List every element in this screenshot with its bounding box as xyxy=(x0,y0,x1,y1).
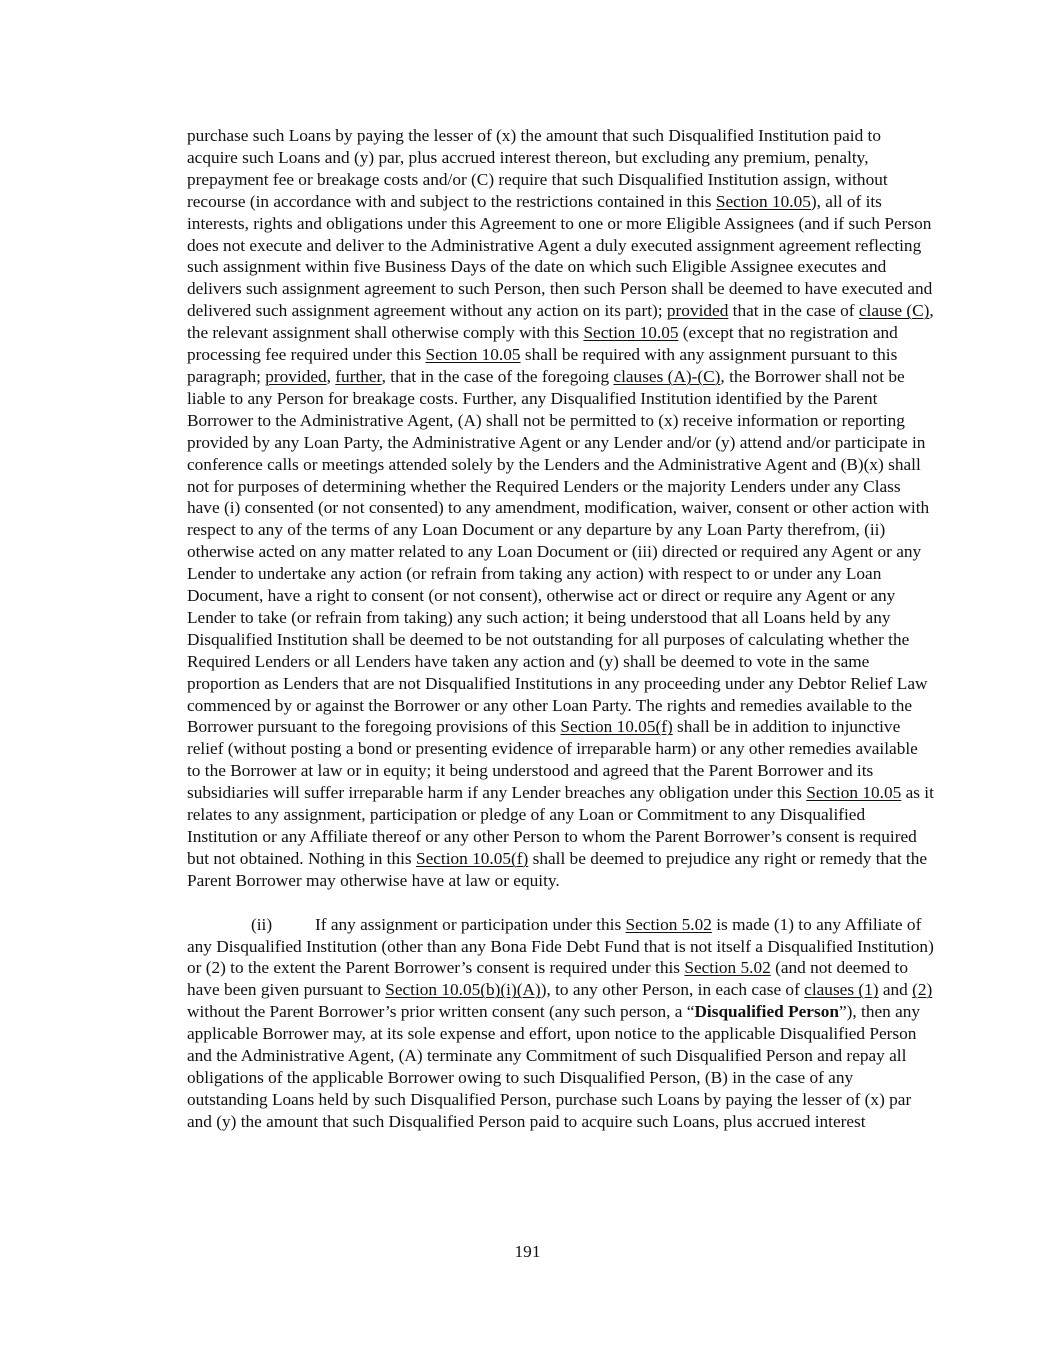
cross-reference: Section 10.05 xyxy=(806,783,902,803)
text-run: as it relates to any assignment, participation or pledge of any Loan or Commitment to any Disqualified Institution or any Affiliate thereof or any other Person to whom the Parent Borrower’s consent is required but not obtained. Nothing in this xyxy=(187,783,934,868)
cross-reference: Section 10.05 xyxy=(583,323,679,343)
cross-reference: clauses (A)-(C) xyxy=(613,366,721,386)
text-run: , the relevant assignment shall otherwise comply with this xyxy=(187,301,934,343)
defined-term: Disqualified Person xyxy=(694,1002,839,1022)
text-run: shall be deemed to prejudice any right or remedy that the Parent Borrower may otherwise have at law or equity. xyxy=(187,848,928,890)
item-body xyxy=(187,915,934,1131)
text-run: , the Borrower shall not be liable to any Person for breakage costs. Further, any Disqualified Institution identified by the Parent Borrower to the Administrative Agent, (A) shall not be permitted to (x) receive information or reporting provided by any Loan Party, the Administrative Agent or any Lender and/or (y) attend and/or participate in conference calls or meetings attended solely by the Lenders and the Administrative Agent and (B)(x) shall not for purposes of determining whether the Required Lenders or the majority Lenders under any Class have (i) consented (or not consented) to any amendment, modification, waiver, consent or other action with respect to any of the terms of any Loan Document or any departure by any Loan Party therefrom, (ii) otherwise acted on any matter related to any Loan Document or (iii) directed or required any Agent or any Lender to undertake any action (or refrain from taking any action) with respect to or under any Loan Document, have a right to consent (or not consent), otherwise act or direct or require any Agent or any Lender to take (or refrain from taking) any such action; it being understood that all Loans held by any Disqualified Institution shall be deemed to be not outstanding for all purposes of calculating whether the Required Lenders or all Lenders have taken any action and (y) shall be deemed to vote in the same proportion as Lenders that are not Disqualified Institutions in any proceeding under any Debtor Relief Law commenced by or against the Borrower or any other Loan Party. The rights and remedies available to the Borrower pursuant to the foregoing provisions of this xyxy=(187,366,930,737)
cross-reference: Section 10.05 xyxy=(425,345,521,365)
paragraph-item-ii xyxy=(187,914,935,1133)
text-run: ”), then any applicable Borrower may, at its sole expense and effort, upon notice to the applicable Disqualified Person and the Administrative Agent, (A) terminate any Commitment of such Disqualified Person and repay all obligations of the applicable Borrower owing to such Disqualified Person, (B) in the case of any outstanding Loans held by such Disqualified Person, purchase such Loans by paying the lesser of (x) par and (y) the amount that such Disqualified Person paid to acquire such Loans, plus accrued interest xyxy=(187,1002,921,1131)
text-run: shall be in addition to injunctive relief (without posting a bond or presenting evidence of irreparable harm) or any other remedies available to the Borrower at law or in equity; it being understood and agreed that the Parent Borrower and its subsidiaries will suffer irreparable harm if any Lender breaches any obligation under this xyxy=(187,717,918,803)
cross-reference: Section 10.05(f) xyxy=(415,848,529,868)
text-run: (and not deemed to have been given pursuant to xyxy=(187,958,908,1000)
cross-reference: provided xyxy=(265,366,327,386)
text-run: , xyxy=(326,366,336,386)
cross-reference: Section 5.02 xyxy=(625,914,712,934)
cross-reference: clause (C) xyxy=(858,301,930,321)
text-run: is made (1) to any Affiliate of any Disqualified Institution (other than any Bona Fide Debt Fund that is not itself a Disqualified Institution) or (2) to the extent the Parent Borrower’s consent is required under this xyxy=(187,914,934,978)
cross-reference: further xyxy=(335,366,382,386)
cross-reference: Section 10.05(b)(i)(A) xyxy=(385,980,541,1000)
text-run: shall be required with any assignment pursuant to this paragraph; xyxy=(187,345,898,386)
text-run: If any assignment or participation under this xyxy=(315,914,626,934)
text-run: without the Parent Borrower’s prior written consent (any such person, a “ xyxy=(187,1002,695,1022)
text-run: , that in the case of the foregoing xyxy=(381,366,614,386)
text-run: and xyxy=(878,980,913,1000)
paragraph-continuation xyxy=(187,125,935,892)
page-number: 191 xyxy=(514,1242,541,1261)
document-page xyxy=(187,125,935,1133)
text-run: ), all of its interests, rights and obligations under this Agreement to one or more Eligible Assignees (and if such Person does not execute and deliver to the Administrative Agent a duly executed assignment agreement reflecting such assignment within five Business Days of the date on which such Eligible Assignee executes and delivers such assignment agreement to such Person, then such Person shall be deemed to have executed and delivered such assignment agreement without any action on its part); xyxy=(187,191,933,321)
cross-reference: Section 10.05(f) xyxy=(560,717,673,737)
cross-reference: Section 5.02 xyxy=(684,958,771,978)
cross-reference: Section 10.05 xyxy=(715,191,811,211)
item-number: (ii) xyxy=(251,914,273,934)
text-run: (except that no registration and processing fee required under this xyxy=(187,323,898,365)
text-run: that in the case of xyxy=(728,301,859,321)
cross-reference: (2) xyxy=(912,980,933,1000)
cross-reference: provided xyxy=(666,301,729,321)
text-run: purchase such Loans by paying the lesser of (x) the amount that such Disqualified Institution paid to acquire such Loans and (y) par, plus accrued interest thereon, but excluding any premium, penalty, prepayment fee or breakage costs and/or (C) require that such Disqualified Institution assign, without recourse (in accordance with and subject to the restrictions contained in this xyxy=(187,126,888,211)
text-run: ), to any other Person, in each case of xyxy=(540,980,805,1000)
cross-reference: clauses (1) xyxy=(804,980,879,1000)
